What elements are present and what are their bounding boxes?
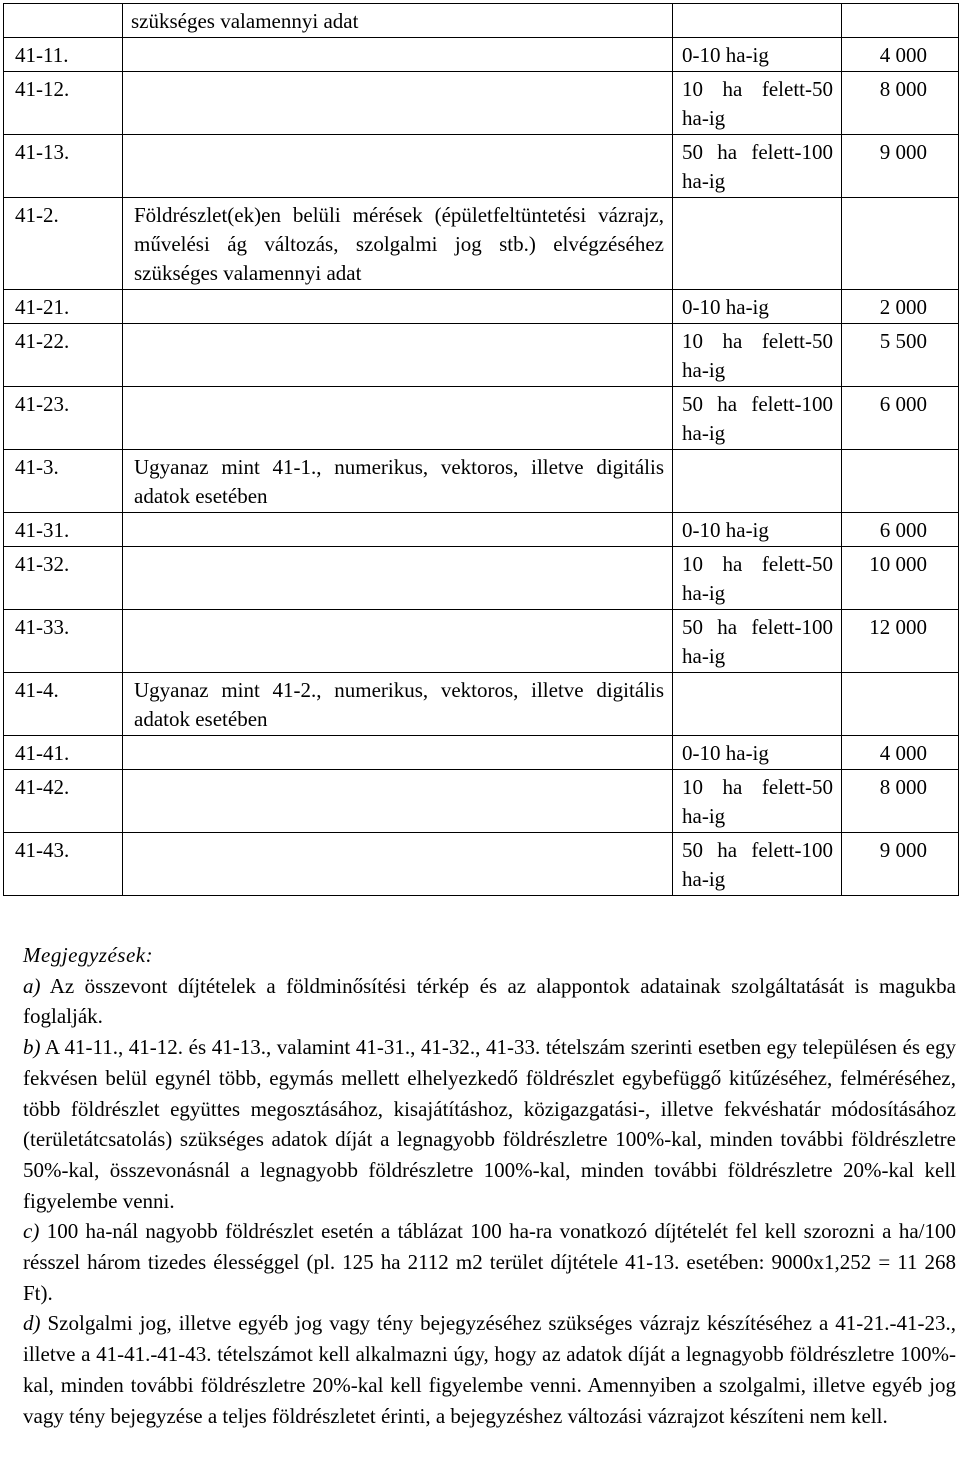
- note-c-label: c): [23, 1219, 40, 1244]
- fee-text: [852, 198, 927, 231]
- table-row: [4, 770, 959, 833]
- fee-text: 12 000: [869, 615, 927, 639]
- note-b: [23, 1032, 956, 1216]
- fee-cell: [842, 673, 959, 736]
- fee-cell: [842, 770, 959, 833]
- description-text: [134, 135, 664, 168]
- fee-cell: [842, 450, 959, 513]
- table-row: [4, 673, 959, 736]
- table-row: [4, 290, 959, 324]
- item-code-text: 41-33.: [15, 615, 70, 639]
- table-row: [4, 38, 959, 72]
- note-d: [23, 1308, 956, 1431]
- note-d-label: d): [23, 1311, 41, 1336]
- description-text: [134, 290, 664, 323]
- table-row: [4, 736, 959, 770]
- table-row: [4, 450, 959, 513]
- area-range-text: 0-10 ha-ig: [682, 295, 769, 319]
- table-row: [4, 387, 959, 450]
- fee-cell: [842, 72, 959, 135]
- item-code-text: 41-12.: [15, 77, 70, 101]
- fee-cell: [842, 4, 959, 38]
- fee-text: 9 000: [879, 140, 927, 164]
- description-cell: [123, 324, 673, 387]
- fee-cell: [842, 736, 959, 770]
- description-cell: [123, 610, 673, 673]
- item-code-cell: [4, 324, 123, 387]
- description-cell: [123, 513, 673, 547]
- note-c-text: 100 ha-nál nagyobb földrészlet esetén a táblázat 100 ha-ra vonatkozó díjtételét fel kell szorozni a ha/100 résszel három tizedes élességgel (pl. 125 ha 2112 m2 terület díjtétele 41-13. esetében: 9000x1,252 = 11 268 Ft).: [23, 1219, 956, 1305]
- description-cell: [123, 547, 673, 610]
- item-code-cell: [4, 547, 123, 610]
- area-range-text: 50 ha felett-100 ha-ig: [682, 615, 833, 668]
- description-cell: [123, 673, 673, 736]
- description-cell: [123, 290, 673, 324]
- description-cell: [123, 736, 673, 770]
- area-range-text: 50 ha felett-100 ha-ig: [682, 392, 833, 445]
- area-range-text: 50 ha felett-100 ha-ig: [682, 140, 833, 193]
- description-text: [134, 513, 664, 546]
- table-row: [4, 324, 959, 387]
- fee-text: 5 500: [879, 329, 927, 353]
- area-range-cell: [673, 547, 842, 610]
- item-code-text: 41-2.: [15, 203, 59, 227]
- fee-cell: [842, 833, 959, 896]
- note-a-label: a): [23, 973, 41, 998]
- item-code-text: 41-42.: [15, 775, 70, 799]
- area-range-text: [682, 4, 833, 37]
- fee-text: 8 000: [879, 775, 927, 799]
- item-code-text: 41-21.: [15, 295, 70, 319]
- item-code-cell: [4, 513, 123, 547]
- item-code-text: 41-43.: [15, 838, 70, 862]
- description-cell: [123, 198, 673, 290]
- description-cell: [123, 450, 673, 513]
- area-range-text: 0-10 ha-ig: [682, 43, 769, 67]
- fee-text: 4 000: [879, 741, 927, 765]
- area-range-cell: [673, 450, 842, 513]
- fee-cell: [842, 198, 959, 290]
- description-text: Ugyanaz mint 41-1., numerikus, vektoros, illetve digitális adatok esetében: [134, 455, 664, 508]
- description-text: Földrészlet(ek)en belüli mérések (épületfeltüntetési vázrajz, művelési ág változás, szolgalmi jog stb.) elvégzéséhez szükséges valamennyi adat: [134, 203, 664, 285]
- area-range-cell: [673, 736, 842, 770]
- table-row: [4, 72, 959, 135]
- item-code-text: 41-31.: [15, 518, 70, 542]
- description-text: szükséges valamennyi adat: [131, 9, 359, 33]
- fee-text: 2 000: [879, 295, 927, 319]
- fee-table-body: [4, 4, 959, 896]
- note-d-text: Szolgalmi jog, illetve egyéb jog vagy tény bejegyzéséhez szükséges vázrajz készítéséhez a 41-21.-41-23., illetve a 41-41.-41-43. tételszámot kell alkalmazni úgy, hogy az adatok díját a legnagyobb földrészletre 100%-kal, minden további földrészletre 20%-kal kell figyelembe venni. Amennyiben a szolgalmi, illetve egyéb jog vagy tény bejegyzése a teljes földrészletet érinti, a bejegyzéshez változási vázrajzot készíteni nem kell.: [23, 1311, 956, 1428]
- area-range-cell: [673, 135, 842, 198]
- fee-cell: [842, 324, 959, 387]
- description-text: [134, 38, 664, 71]
- fee-text: 6 000: [879, 518, 927, 542]
- area-range-cell: [673, 387, 842, 450]
- notes-heading: Megjegyzések:: [23, 943, 154, 967]
- item-code-text: 41-22.: [15, 329, 70, 353]
- description-text: [134, 387, 664, 420]
- area-range-text: 10 ha felett-50 ha-ig: [682, 77, 833, 130]
- note-a-text: Az összevont díjtételek a földminősítési térkép és az alappontok adatainak szolgáltatását is magukba foglalják.: [23, 973, 956, 1029]
- area-range-text: 10 ha felett-50 ha-ig: [682, 329, 833, 382]
- item-code-text: [15, 4, 122, 37]
- table-row: [4, 198, 959, 290]
- fee-text: 4 000: [879, 43, 927, 67]
- note-b-label: b): [23, 1035, 41, 1060]
- area-range-cell: [673, 4, 842, 38]
- area-range-cell: [673, 770, 842, 833]
- note-b-text: A 41-11., 41-12. és 41-13., valamint 41-31., 41-32., 41-33. tételszám szerinti esetben egy településen és egy fekvésen belül egynél több, egymás mellett elhelyezkedő földrészlet egybefüggő kitűzéséhez, felméréséhez, több földrészlet együttes megosztásához, kisajátításhoz, közigazgatási-, illetve fekvéshatár módosításához (területátcsatolás) szükséges adatok díját a legnagyobb földrészletre 100%-kal, minden további földrészletre 50%-kal, összevonásnál a legnagyobb földrészletre 100%-kal, minden további földrészletre 20%-kal kell figyelembe venni.: [23, 1035, 956, 1213]
- area-range-text: 0-10 ha-ig: [682, 518, 769, 542]
- area-range-cell: [673, 72, 842, 135]
- area-range-text: 10 ha felett-50 ha-ig: [682, 552, 833, 605]
- fee-table: [3, 3, 959, 896]
- item-code-cell: [4, 198, 123, 290]
- description-text: [134, 770, 664, 803]
- area-range-text: 10 ha felett-50 ha-ig: [682, 775, 833, 828]
- fee-text: 8 000: [879, 77, 927, 101]
- area-range-text: 50 ha felett-100 ha-ig: [682, 838, 833, 891]
- table-row: [4, 4, 959, 38]
- description-text: [134, 833, 664, 866]
- item-code-cell: [4, 387, 123, 450]
- item-code-cell: [4, 290, 123, 324]
- table-row: [4, 513, 959, 547]
- fee-text: 6 000: [879, 392, 927, 416]
- description-cell: [123, 135, 673, 198]
- item-code-cell: [4, 610, 123, 673]
- item-code-cell: [4, 673, 123, 736]
- area-range-cell: [673, 833, 842, 896]
- fee-cell: [842, 610, 959, 673]
- item-code-text: 41-3.: [15, 455, 59, 479]
- fee-text: 10 000: [869, 552, 927, 576]
- description-text: [134, 324, 664, 357]
- description-cell: [123, 833, 673, 896]
- item-code-cell: [4, 4, 123, 38]
- area-range-cell: [673, 38, 842, 72]
- description-cell: [123, 387, 673, 450]
- description-text: [134, 610, 664, 643]
- item-code-cell: [4, 833, 123, 896]
- item-code-text: 41-32.: [15, 552, 70, 576]
- table-row: [4, 547, 959, 610]
- fee-cell: [842, 135, 959, 198]
- item-code-text: 41-13.: [15, 140, 70, 164]
- fee-text: [852, 673, 927, 706]
- fee-cell: [842, 513, 959, 547]
- item-code-cell: [4, 38, 123, 72]
- item-code-cell: [4, 72, 123, 135]
- item-code-text: 41-41.: [15, 741, 70, 765]
- area-range-text: [682, 673, 833, 706]
- area-range-cell: [673, 290, 842, 324]
- area-range-text: 0-10 ha-ig: [682, 741, 769, 765]
- item-code-cell: [4, 135, 123, 198]
- item-code-cell: [4, 736, 123, 770]
- item-code-text: 41-23.: [15, 392, 70, 416]
- fee-cell: [842, 547, 959, 610]
- area-range-cell: [673, 513, 842, 547]
- fee-cell: [842, 38, 959, 72]
- fee-text: [852, 4, 927, 37]
- description-text: [134, 72, 664, 105]
- area-range-text: [682, 198, 833, 231]
- item-code-text: 41-4.: [15, 678, 59, 702]
- table-row: [4, 135, 959, 198]
- description-cell: [123, 770, 673, 833]
- item-code-cell: [4, 450, 123, 513]
- item-code-text: 41-11.: [15, 43, 69, 67]
- note-a: [23, 971, 956, 1032]
- description-cell: [123, 72, 673, 135]
- notes-section: [23, 940, 956, 1431]
- area-range-cell: [673, 324, 842, 387]
- fee-text: [852, 450, 927, 483]
- area-range-cell: [673, 610, 842, 673]
- description-cell: [123, 4, 673, 38]
- item-code-cell: [4, 770, 123, 833]
- area-range-cell: [673, 673, 842, 736]
- fee-cell: [842, 387, 959, 450]
- description-text: [134, 736, 664, 769]
- note-c: [23, 1216, 956, 1308]
- table-row: [4, 610, 959, 673]
- area-range-cell: [673, 198, 842, 290]
- description-text: [134, 547, 664, 580]
- fee-text: 9 000: [879, 838, 927, 862]
- fee-cell: [842, 290, 959, 324]
- description-cell: [123, 38, 673, 72]
- area-range-text: [682, 450, 833, 483]
- description-text: Ugyanaz mint 41-2., numerikus, vektoros, illetve digitális adatok esetében: [134, 678, 664, 731]
- table-row: [4, 833, 959, 896]
